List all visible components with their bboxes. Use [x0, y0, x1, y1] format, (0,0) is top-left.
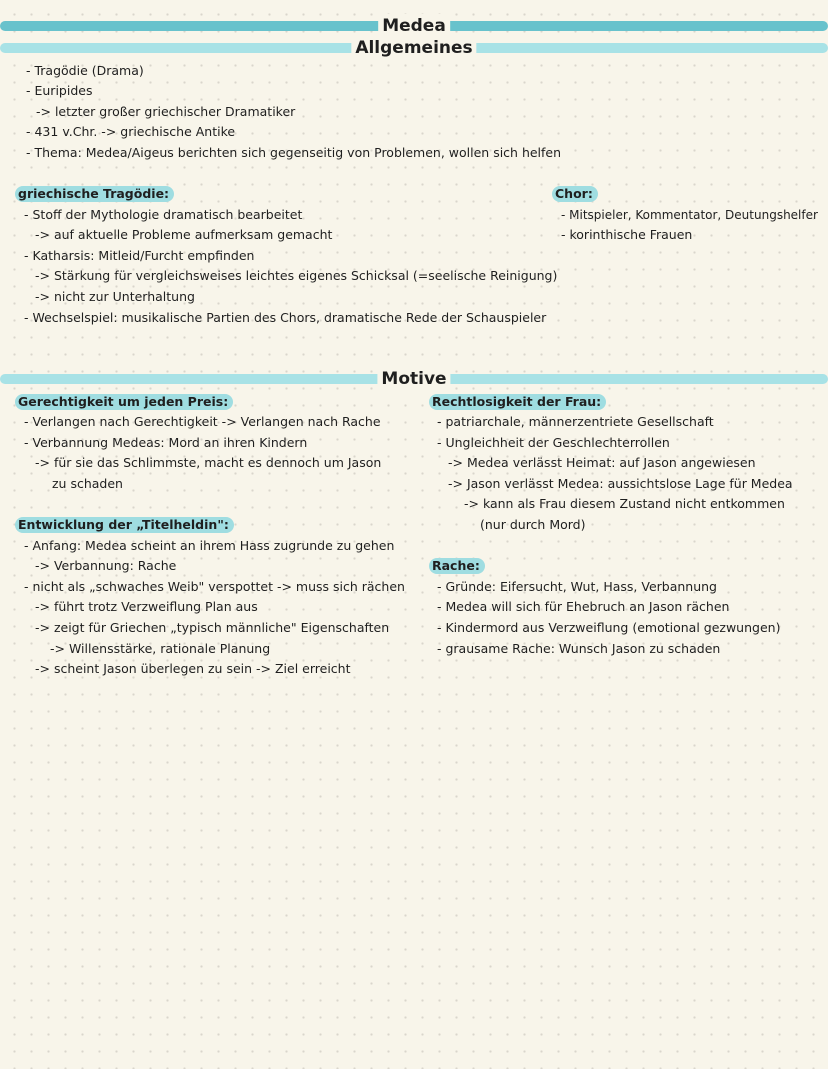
rache-line: - grausame Rache: Wunsch Jason zu schaden: [437, 641, 721, 656]
rache-line: - Medea will sich für Ehebruch an Jason rächen: [437, 599, 730, 614]
entwicklung-line: -> Verbannung: Rache: [35, 558, 177, 573]
gerechtigkeit-line: -> für sie das Schlimmste, macht es dennoch um Jason: [35, 455, 382, 470]
section-title-allgemeines: Allgemeines: [351, 36, 476, 60]
rechtlosigkeit-line: - patriarchale, männerzentriete Gesellschaft: [437, 414, 714, 429]
rechtlosigkeit-line: -> kann als Frau diesem Zustand nicht entkommen: [464, 496, 785, 511]
heading-chor: Chor:: [552, 186, 598, 202]
tragoedie-line: - Katharsis: Mitleid/Furcht empfinden: [24, 248, 255, 263]
entwicklung-line: -> zeigt für Griechen „typisch männliche" Eigenschaften: [35, 620, 390, 635]
entwicklung-line: -> scheint Jason überlegen zu sein -> Ziel erreicht: [35, 661, 351, 676]
allgemeines-line: - Euripides: [26, 83, 93, 98]
allgemeines-line: - 431 v.Chr. -> griechische Antike: [26, 124, 236, 139]
rechtlosigkeit-line: (nur durch Mord): [480, 517, 586, 532]
entwicklung-line: -> Willensstärke, rationale Planung: [50, 641, 271, 656]
section-bar-allgemeines: [0, 36, 828, 60]
entwicklung-line: - Anfang: Medea scheint an ihrem Hass zugrunde zu gehen: [24, 538, 395, 553]
allgemeines-line: - Thema: Medea/Aigeus berichten sich gegenseitig von Problemen, wollen sich helfen: [26, 145, 562, 160]
tragoedie-line: -> auf aktuelle Probleme aufmerksam gemacht: [35, 227, 333, 242]
chor-line: - korinthische Frauen: [561, 227, 693, 242]
tragoedie-line: -> Stärkung für vergleichsweises leichtes eigenes Schicksal (=seelische Reinigung): [35, 268, 558, 283]
heading-griechische-tragoedie: griechische Tragödie:: [15, 186, 174, 202]
tragoedie-line: -> nicht zur Unterhaltung: [35, 289, 195, 304]
entwicklung-line: - nicht als „schwaches Weib" verspottet -> muss sich rächen: [24, 579, 405, 594]
gerechtigkeit-line: - Verbannung Medeas: Mord an ihren Kindern: [24, 435, 308, 450]
allgemeines-line: -> letzter großer griechischer Dramatiker: [36, 104, 296, 119]
section-bar-motive: [0, 367, 828, 391]
allgemeines-line: - Tragödie (Drama): [26, 63, 144, 78]
heading-rechtlosigkeit: Rechtlosigkeit der Frau:: [429, 394, 606, 410]
title-bar-medea: [0, 14, 828, 38]
rechtlosigkeit-line: -> Jason verlässt Medea: aussichtslose Lage für Medea: [448, 476, 793, 491]
page-title: Medea: [378, 14, 450, 38]
gerechtigkeit-line: - Verlangen nach Gerechtigkeit -> Verlangen nach Rache: [24, 414, 381, 429]
rache-line: - Kindermord aus Verzweiflung (emotional gezwungen): [437, 620, 781, 635]
entwicklung-line: -> führt trotz Verzweiflung Plan aus: [35, 599, 258, 614]
section-title-motive: Motive: [377, 367, 450, 391]
rechtlosigkeit-line: -> Medea verlässt Heimat: auf Jason angewiesen: [448, 455, 756, 470]
rechtlosigkeit-line: - Ungleichheit der Geschlechterrollen: [437, 435, 670, 450]
heading-gerechtigkeit: Gerechtigkeit um jeden Preis:: [15, 394, 233, 410]
chor-line: - Mitspieler, Kommentator, Deutungshelfer: [561, 208, 818, 222]
tragoedie-line: - Stoff der Mythologie dramatisch bearbeitet: [24, 207, 303, 222]
tragoedie-line: - Wechselspiel: musikalische Partien des Chors, dramatische Rede der Schauspieler: [24, 310, 547, 325]
gerechtigkeit-line: zu schaden: [52, 476, 123, 491]
heading-entwicklung: Entwicklung der „Titelheldin":: [15, 517, 234, 533]
heading-rache: Rache:: [429, 558, 485, 574]
rache-line: - Gründe: Eifersucht, Wut, Hass, Verbannung: [437, 579, 717, 594]
